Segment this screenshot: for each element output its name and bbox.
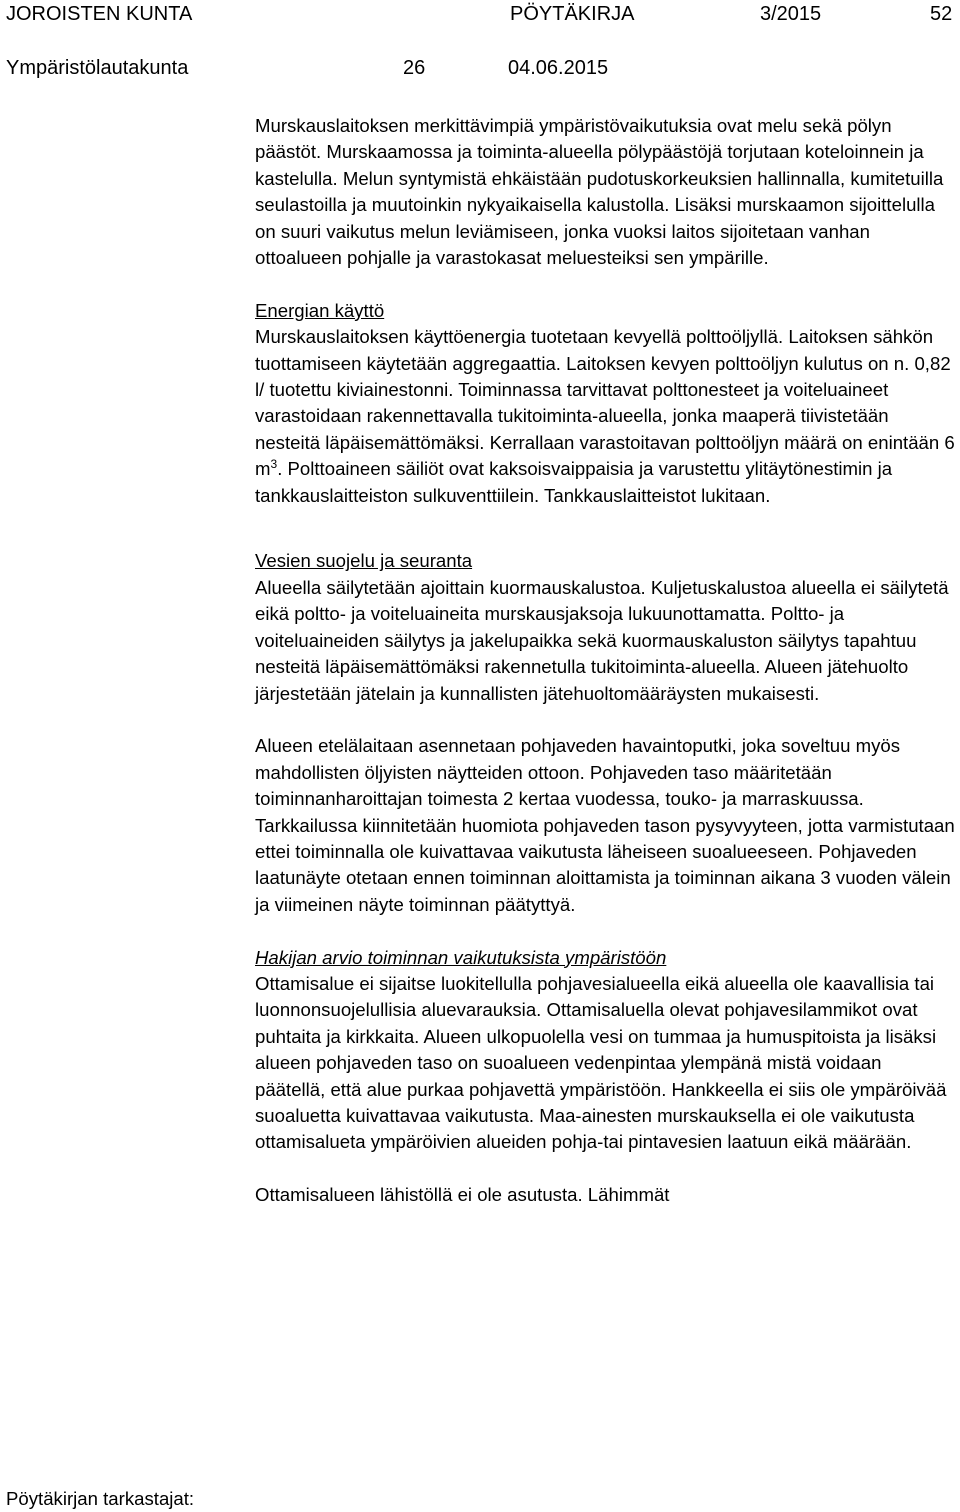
heading-water-protection: Vesien suojelu ja seuranta: [255, 550, 473, 572]
document-body: [255, 113, 955, 1209]
paragraph-impacts: Murskauslaitoksen merkittävimpiä ympäristövaikutuksia ovat melu sekä pölyn päästöt. Murskaamossa ja toiminta-alueella pölypäästöjä torjutaan koteloinnein ja kastelulla. Melun syntymistä ehkäistään pudotuskorkeuksien hallinnalla, kumitetuilla seulastoilla ja muutoinkin nykyaikaisella kalustolla. Lisäksi murskaamon sijoittelulla on suuri vaikutus melun leviämiseen, jonka vuoksi laitos sijoitetaan vanhan ottoalueen pohjalle ja varastokasat meluesteiksi sen ympärille.: [255, 115, 944, 269]
spacer: [255, 535, 955, 548]
page-number: 52: [930, 3, 953, 25]
municipality-name: JOROISTEN KUNTA: [6, 3, 193, 25]
heading-energy: Energian käyttö: [255, 299, 385, 321]
paragraph-energy: Murskauslaitoksen käyttöenergia tuotetaan kevyellä polttoöljyllä. Laitoksen sähkön tuottamiseen käytetään aggregaattia. Laitoksen kevyen polttoöljyn kulutus on n. 0,82 l/ tuotettu kiviainestonni. Toiminnassa tarvittavat polttonesteet ja voiteluaineet varastoidaan rakennettavalla tukitoiminta-alueella, jonka maaperä tiivistetään nesteitä läpäisemättömäksi. Kerrallaan varastoitavan polttoöljyn määrä on enintään 6 $m^3$. Polttoaineen säiliöt ovat kaksoisvaippaisia ja varustettu ylitäytönestimin ja tankkauslaitteiston sulkuventtiilein. Tankkauslaitteistot lukitaan.: [255, 326, 955, 506]
heading-assessment: Hakijan arvio toiminnan vaikutuksista ympäristöön: [255, 946, 667, 968]
paragraph-water: Alueella säilytetään ajoittain kuormauskalustoa. Kuljetuskalustoa alueella ei säilytetä eikä poltto- ja voiteluaineita murskausjaksoja lukuunottamatta. Poltto- ja voiteluaineiden säilytys ja jakelupaikka sekä kuormauskaluston säilytys tapahtuu nesteitä läpäisemättömäksi rakennetulla tukitoiminta-alueella. Alueen jätehuolto järjestetään jätelain ja kunnallisten jätehuoltomääräysten mukaisesti.: [255, 576, 949, 704]
document-type: PÖYTÄKIRJA: [510, 3, 635, 25]
document-number: 3/2015: [760, 3, 822, 25]
meeting-date: 04.06.2015: [508, 57, 609, 79]
footer-inspectors-label: Pöytäkirjan tarkastajat:: [6, 1488, 195, 1509]
paragraph-last-line: Ottamisalueen lähistöllä ei ole asutusta. Lähimmät: [255, 1184, 670, 1206]
board-name: Ympäristölautakunta: [6, 57, 189, 79]
section-number: 26: [403, 57, 426, 79]
paragraph-assessment: Ottamisalue ei sijaitse luokitellulla pohjavesialueella eikä alueella ole kaavallisia tai luonnonsuojelullisia aluevarauksia. Ottamisaluella olevat pohjavesilammikot ovat puhtaita ja kirkkaita. Alueen ulkopuolella vesi on tummaa ja humuspitoista ja lisäksi alueen pohjaveden taso on suoalueen vedenpintaa ylempänä mistä voidaan päätellä, että alue purkaa pohjavettä ympäristöön. Hankkeella ei siis ole ympäröivää suoaluetta kuivattavaa vaikutusta. Maa-ainesten murskauksella ei ole vaikutusta ottamisalueta ympäröivien alueiden pohja-tai pintavesien laatuun eikä määrään.: [255, 972, 947, 1153]
paragraph-groundwater: Alueen etelälaitaan asennetaan pohjaveden havaintoputki, joka soveltuu myös mahdollisten öljyisten näytteiden ottoon. Pohjaveden taso määritetään toiminnanharoittajan toimesta 2 kertaa vuodessa, touko- ja marraskuussa. Tarkkailussa kiinnitetään huomiota pohjaveden tason pysyvyyteen, jotta varmistutaan ettei toiminnalla ole kuivattavaa vaikutusta läheiseen suoalueeseen. Pohjaveden laatunäyte otetaan ennen toiminnan aloittamista ja toiminnan aikana 3 vuoden välein ja viimeinen näyte toiminnan päätyttyä.: [255, 735, 955, 915]
